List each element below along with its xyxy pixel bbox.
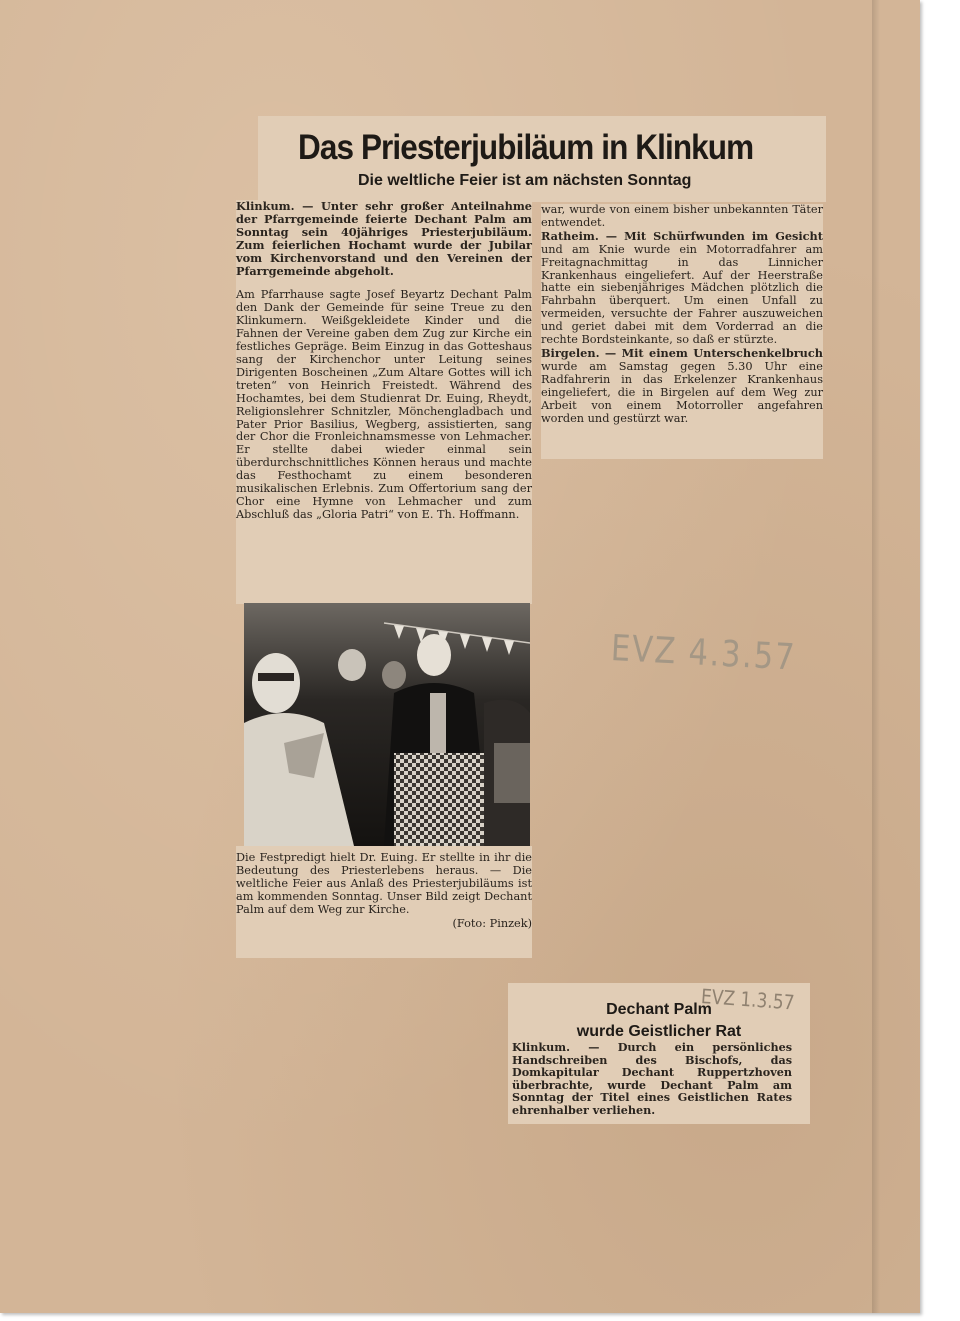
article-body: Am Pfarrhause sagte Josef Beyartz Dechant Palm den Dank der Gemeinde für seine Treue zu den Klinkumern. Weißgekleidete Kinder und die Fahnen der Vereine gaben dem Zug zur Kirche ein festliches Gepräge. Beim Einzug in das Gotteshaus sang der Kirchenchor unter Leitung seines Dirigenten Boscheinen „Zum Altare Gottes will ich treten“ von Heinrich Freistedt. Während des Hochamtes, bei dem Studienrat Dr. Euing, Rheydt, Religionslehrer Schnitzler, Mönchengladbach und Pater Prior Basilius, Wegberg, assistierten, sang der Chor die Fronleichnamsmesse von Lehmacher. Er stellte dabei wieder einmal sein überdurchschnittliches Können heraus und machte das Festhochamt zu einem besonderen musikalischen Erlebnis. Zum Offertorium sang der Chor eine Hymne von Lehmacher und zum Abschluß das „Gloria Patri“ von E. Th. Hoffmann. <box>236 288 532 521</box>
second-clipping-title-line1: Dechant Palm <box>606 1001 712 1018</box>
page-edge-shadow <box>872 0 880 1313</box>
news-item-ratheim-keyword: Ratheim. — Mit Schürfwunden im Gesicht <box>541 228 823 243</box>
article-photo <box>244 603 530 846</box>
news-item-birgelen <box>541 347 823 425</box>
headline-clipping <box>258 116 826 202</box>
handwritten-date-note-2: EVZ 1.3.57 <box>700 984 796 1015</box>
handwritten-date-note: EVZ 4.3.57 <box>609 628 798 679</box>
news-item-ratheim <box>541 230 823 347</box>
second-clipping-text: Klinkum. — Durch ein persönliches Handschreiben des Bischofs, das Domkapitular Dechant Ruppertzhoven überbrachte, wurde Dechant Palm am Sonntag der Titel eines Geistlichen Rates ehrenhalber verliehen. <box>512 1040 792 1117</box>
procession-photo-graphic <box>244 603 530 846</box>
photo-caption: Die Festpredigt hielt Dr. Euing. Er stellte in ihr die Bedeutung des Priesterlebens heraus. — Die weltliche Feier aus Anlaß des Priesterjubiläums ist am kommenden Sonntag. Unser Bild zeigt Dechant Palm auf dem Weg zur Kirche. <box>236 851 532 916</box>
second-clipping-title-line2: wurde Geistlicher Rat <box>576 1023 742 1040</box>
article-headline: Das Priesterjubiläum in Klinkum <box>298 128 754 167</box>
news-item-birgelen-keyword: Birgelen. — Mit einem Unterschenkelbruch <box>541 345 823 360</box>
article-subheadline: Die weltliche Feier ist am nächsten Sonntag <box>358 172 692 189</box>
news-item-ratheim-text: und am Knie wurde ein Motorradfahrer am Freitagnachmittag in das Linnicher Krankenhaus eingeliefert. Auf der Heerstraße hatte ein siebenjähriges Mädchen plötzlich die Fahrbahn überquert. Um einen Unfall zu vermeiden, versuchte der Fahrer auszuweichen und geriet dabei mit dem Vorderrad an die rechte Bordsteinkante, so daß er stürzte. <box>541 242 823 347</box>
photo-credit: (Foto: Pinzek) <box>452 916 532 930</box>
news-item-birgelen-text: wurde am Samstag gegen 5.30 Uhr eine Radfahrerin in das Erkelenzer Krankenhaus eingeliefert, die in Birgelen auf dem Weg zur Arbeit von einem Motorroller angefahren worden und gestürzt war. <box>541 359 823 425</box>
photo-caption-block <box>236 846 532 958</box>
second-clipping-text-block <box>512 1041 792 1117</box>
news-continuation: war, wurde von einem bisher unbekannten Täter entwendet. <box>541 203 823 229</box>
article-lead: Klinkum. — Unter sehr großer Anteilnahme der Pfarrgemeinde feierte Dechant Palm am Sonntag sein 40jähriges Priesterjubiläum. Zum feierlichen Hochamt wurde der Jubilar vom Kirchenvorstand und den Vereinen der Pfarrgemeinde abgeholt. <box>236 199 532 278</box>
article-column-left <box>236 200 532 604</box>
news-column-right <box>541 204 823 459</box>
